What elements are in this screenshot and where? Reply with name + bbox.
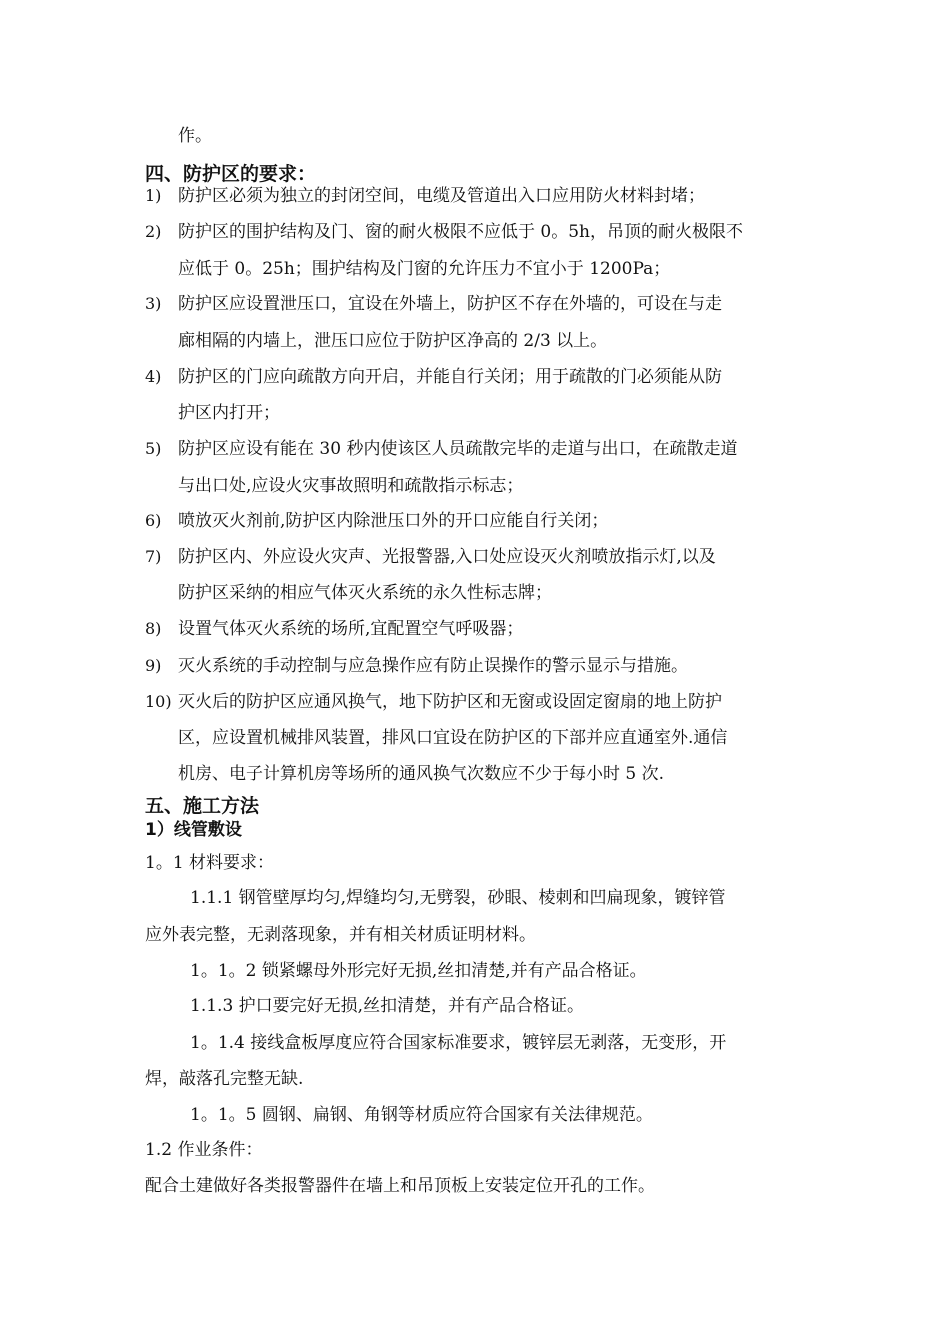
list-item-number: 2) <box>145 222 162 241</box>
list-item-text: 防护区的门应向疏散方向开启，并能自行关闭；用于疏散的门必须能从防 <box>178 367 722 387</box>
list-item-number: 5) <box>145 439 162 458</box>
paragraph-text: 焊，敲落孔完整无缺. <box>145 1069 304 1089</box>
paragraph-text: 应外表完整，无剥落现象，并有相关材质证明材料。 <box>145 925 536 945</box>
list-item-text: 区，应设置机械排风装置，排风口宜设在防护区的下部并应直通室外.通信 <box>178 728 728 748</box>
continuation-text: 作。 <box>178 126 212 146</box>
work-conditions-title: 1.2 作业条件： <box>145 1140 263 1160</box>
list-item-number: 6) <box>145 511 162 530</box>
sub-heading: 1）线管敷设 <box>145 820 242 840</box>
list-item-number: 3) <box>145 294 162 313</box>
list-item-text: 喷放灭火剂前,防护区内除泄压口外的开口应能自行关闭； <box>178 511 609 531</box>
list-item-text: 灭火后的防护区应通风换气，地下防护区和无窗或设固定窗扇的地上防护 <box>178 692 722 712</box>
list-item-text: 防护区的围护结构及门、窗的耐火极限不应低于 0。5h，吊顶的耐火极限不 <box>178 222 743 242</box>
paragraph-text: 1.1.1 钢管壁厚均匀,焊缝均匀,无劈裂，砂眼、棱刺和凹扁现象，镀锌管 <box>190 888 726 908</box>
list-item-text: 灭火系统的手动控制与应急操作应有防止误操作的警示显示与措施。 <box>178 656 688 676</box>
section-5-heading: 五、施工方法 <box>145 795 260 817</box>
list-item-text: 廊相隔的内墙上，泄压口应位于防护区净高的 2/3 以上。 <box>178 331 608 351</box>
list-item-text: 应低于 0。25h；围护结构及门窗的允许压力不宜小于 1200Pa； <box>178 259 671 279</box>
list-item-number: 8) <box>145 619 162 638</box>
list-item-number: 10) <box>145 692 172 711</box>
list-item-text: 护区内打开； <box>178 403 280 423</box>
list-item-text: 防护区内、外应设火灾声、光报警器,入口处应设灭火剂喷放指示灯,以及 <box>178 547 716 567</box>
list-item-text: 防护区采纳的相应气体灭火系统的永久性标志牌； <box>178 583 552 603</box>
paragraph-text: 1.1.3 护口要完好无损,丝扣清楚，并有产品合格证。 <box>190 996 585 1016</box>
list-item-number: 4) <box>145 367 162 386</box>
list-item-number: 1) <box>145 186 162 205</box>
list-item-text: 机房、电子计算机房等场所的通风换气次数应不少于每小时 5 次. <box>178 764 665 784</box>
list-item-text: 防护区应设有能在 30 秒内使该区人员疏散完毕的走道与出口，在疏散走道 <box>178 439 738 459</box>
paragraph-text: 配合土建做好各类报警器件在墙上和吊顶板上安装定位开孔的工作。 <box>145 1176 655 1196</box>
list-item-number: 7) <box>145 547 162 566</box>
paragraph-text: 1。1。2 锁紧螺母外形完好无损,丝扣清楚,并有产品合格证。 <box>190 961 647 981</box>
list-item-text: 防护区应设置泄压口，宜设在外墙上，防护区不存在外墙的，可设在与走 <box>178 294 722 314</box>
section-4-heading: 四、防护区的要求： <box>145 163 317 185</box>
list-item-number: 9) <box>145 656 162 675</box>
list-item-text: 防护区必须为独立的封闭空间，电缆及管道出入口应用防火材料封堵； <box>178 186 705 206</box>
paragraph-text: 1。1。5 圆钢、扁钢、角钢等材质应符合国家有关法律规范。 <box>190 1105 653 1125</box>
material-requirements-title: 1。1 材料要求： <box>145 853 275 873</box>
list-item-text: 设置气体灭火系统的场所,宜配置空气呼吸器； <box>178 619 524 639</box>
paragraph-text: 1。1.4 接线盒板厚度应符合国家标准要求，镀锌层无剥落，无变形，开 <box>190 1033 727 1053</box>
list-item-text: 与出口处,应设火灾事故照明和疏散指示标志； <box>178 476 524 496</box>
